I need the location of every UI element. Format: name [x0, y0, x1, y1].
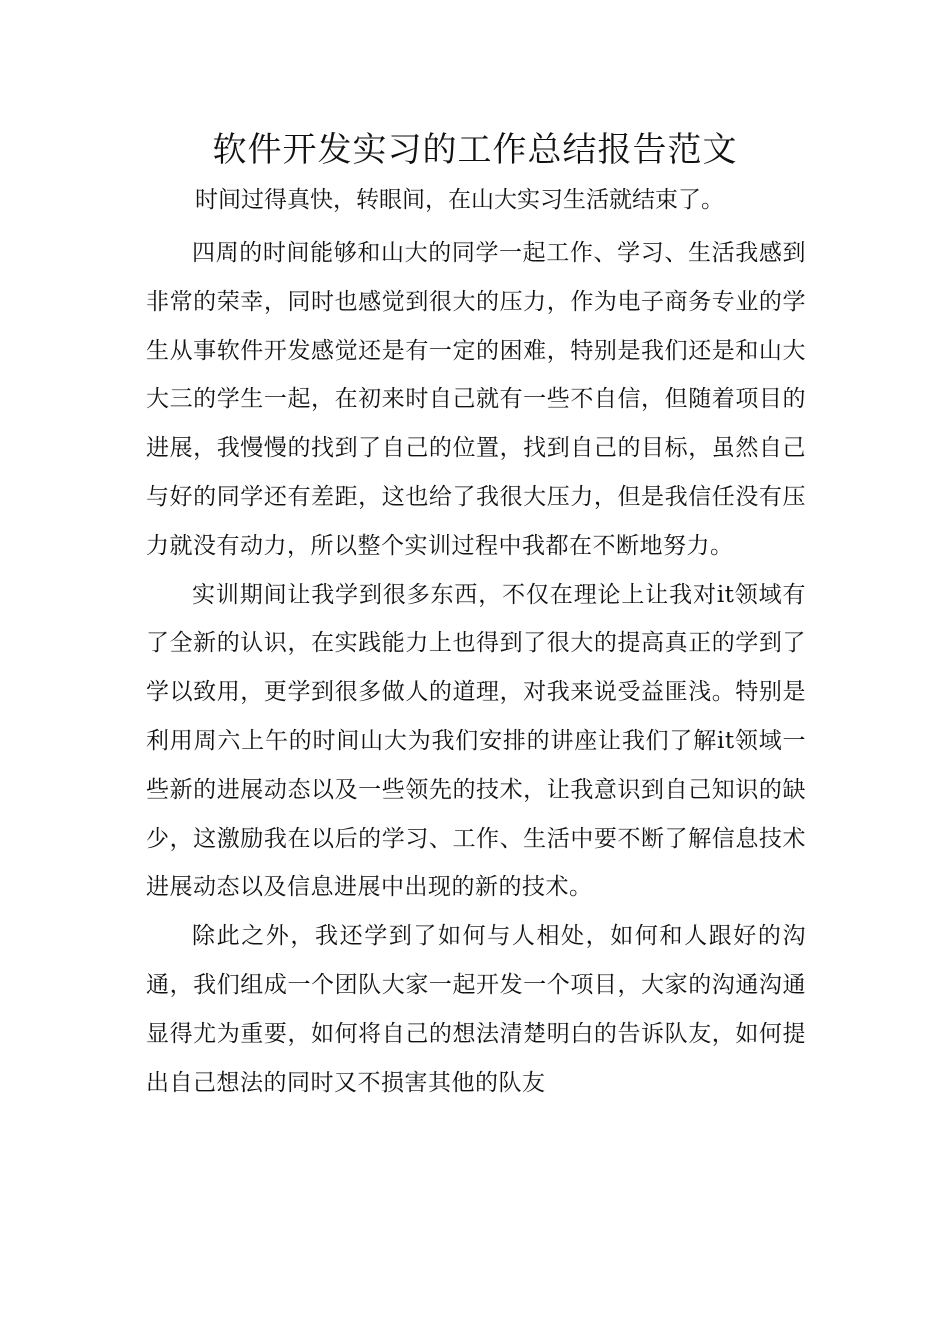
intro-line: 时间过得真快，转眼间，在山大实习生活就结束了。: [195, 187, 724, 213]
paragraph: 除此之外，我还学到了如何与人相处，如何和人跟好的沟通，我们组成一个团队大家一起开发一个项目，大家的沟通沟通显得尤为重要，如何将自己的想法清楚明白的告诉队友，如何提出自己想法的同时又不损害其他的队友: [146, 923, 806, 1096]
document-title: 软件开发实习的工作总结报告范文: [212, 130, 738, 170]
document-body: [146, 229, 806, 1107]
paragraph: 四周的时间能够和山大的同学一起工作、学习、生活我感到非常的荣幸，同时也感觉到很大的压力，作为电子商务专业的学生从事软件开发感觉还是有一定的困难，特别是我们还是和山大大三的学生一起，在初来时自己就有一些不自信，但随着项目的进展，我慢慢的找到了自己的位置，找到自己的目标，虽然自己与好的同学还有差距，这也给了我很大压力，但是我信任没有压力就没有动力，所以整个实训过程中我都在不断地努力。: [146, 240, 806, 559]
paragraph: 实训期间让我学到很多东西，不仅在理论上让我对it领域有了全新的认识，在实践能力上也得到了很大的提高真正的学到了学以致用，更学到很多做人的道理，对我来说受益匪浅。特别是利用周六上午的时间山大为我们安排的讲座让我们了解it领域一些新的进展动态以及一些领先的技术，让我意识到自己知识的缺少，这激励我在以后的学习、工作、生活中要不断了解信息技术进展动态以及信息进展中出现的新的技术。: [146, 581, 806, 901]
